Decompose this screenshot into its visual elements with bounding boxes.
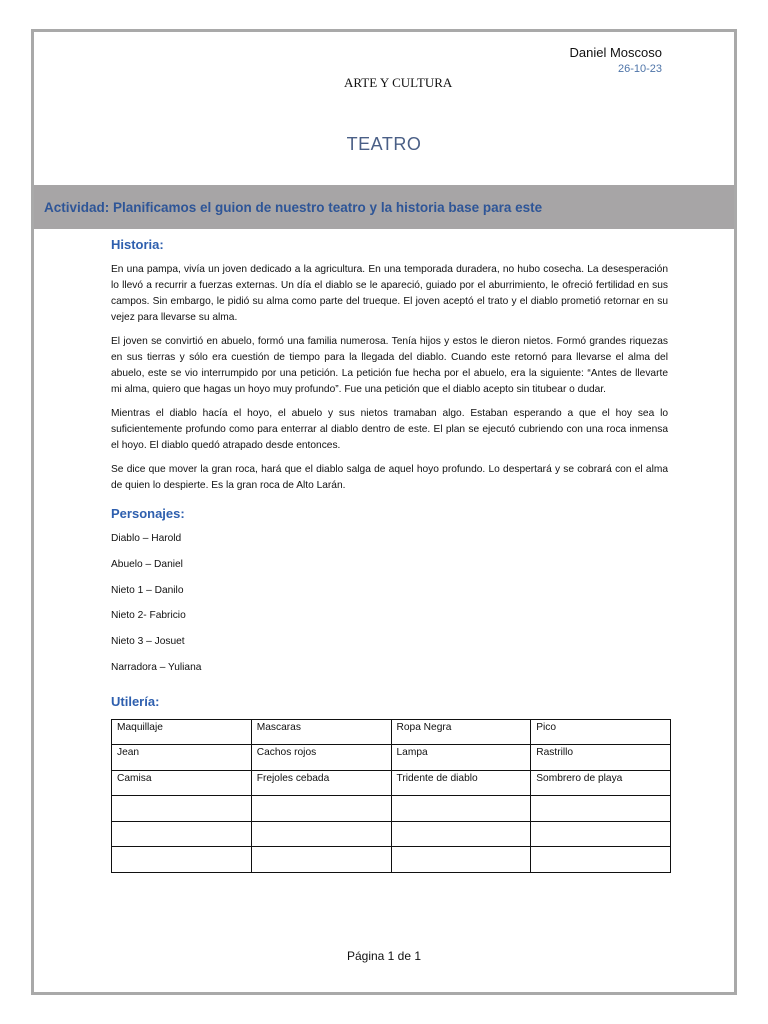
table-row xyxy=(112,745,671,771)
list-item: Diablo – Harold xyxy=(111,533,182,544)
table-row xyxy=(112,719,671,745)
list-item: Narradora – Yuliana xyxy=(111,661,202,673)
table-cell xyxy=(391,821,531,847)
character-list xyxy=(111,531,668,686)
activity-text: Actividad: Planificamos el guion de nuestro teatro y la historia base para este xyxy=(44,199,543,215)
table-cell xyxy=(251,796,391,822)
table-row xyxy=(112,770,671,796)
table-cell: Tridente de diablo xyxy=(391,770,531,796)
table-cell xyxy=(112,821,252,847)
historia-paragraph: Mientras el diablo hacía el hoyo, el abuelo y sus nietos tramaban algo. Estaban esperando a que el hoy sea lo suficientemente profundo como para enterrar al diablo dentro de este. El plan se ejecutó cubriendo con una roca inmensa el hoyo. El diablo quedó atrapado desde entonces. xyxy=(111,408,668,451)
utileria-heading: Utilería: xyxy=(111,693,160,709)
table-cell xyxy=(391,796,531,822)
table-cell: Maquillaje xyxy=(112,719,252,745)
personajes-heading: Personajes: xyxy=(111,506,185,521)
table-cell xyxy=(251,847,391,873)
page-number: Página 1 de 1 xyxy=(346,949,422,963)
table-cell xyxy=(391,847,531,873)
table-cell xyxy=(531,821,671,847)
table-cell: Mascaras xyxy=(251,719,391,745)
list-item: Nieto 3 – Josuet xyxy=(111,636,185,648)
document-body xyxy=(111,237,668,873)
table-cell xyxy=(112,796,252,822)
table-cell xyxy=(112,847,252,873)
list-item: Abuelo – Daniel xyxy=(111,558,183,570)
table-cell xyxy=(251,821,391,847)
table-row xyxy=(112,796,671,822)
table-cell: Sombrero de playa xyxy=(531,770,671,796)
table-cell: Lampa xyxy=(391,745,531,771)
historia-paragraph: El joven se convirtió en abuelo, formó una familia numerosa. Tenía hijos y estos le dieron nietos. Formó grandes riquezas en sus tierras y sólo era cuestión de tiempo para la llegada del diablo. Cuando este retornó para llevarse el alma del abuelo, este se vio interrumpido por una petición. La petición fue hecha por el abuelo, era la siguiente: “Antes de llevarte mi alma, quiero que hagas un hoyo muy profundo”. Fue una petición que el diablo acepto sin titubear o dudar. xyxy=(111,336,668,395)
list-item: Nieto 1 – Danilo xyxy=(111,584,184,596)
historia-paragraph: Se dice que mover la gran roca, hará que el diablo salga de aquel hoyo profundo. Lo despertará y se cobrará con el alma de quien lo despierte. Es la gran roca de Alto Larán. xyxy=(111,464,668,491)
props-table xyxy=(111,719,671,873)
table-cell: Rastrillo xyxy=(531,745,671,771)
activity-banner xyxy=(34,185,734,229)
historia-paragraph: En una pampa, vivía un joven dedicado a la agricultura. En una temporada duradera, no hubo cosecha. La desesperación lo llevó a recurrir a fuerzas externas. Un día el diablo se le apareció, guiado por el aburrimiento, le ofreció fertilidad en sus campos. Sin embargo, le pidió su alma como parte del trueque. El joven aceptó el trato y el diablo prometió retornar en su vejez para llevarse su alma. xyxy=(111,264,668,323)
table-cell xyxy=(531,847,671,873)
course-name: ARTE Y CULTURA xyxy=(344,75,453,90)
document-date: 26-10-23 xyxy=(617,63,662,75)
table-row xyxy=(112,847,671,873)
table-row xyxy=(112,821,671,847)
table-cell: Frejoles cebada xyxy=(251,770,391,796)
table-cell xyxy=(531,796,671,822)
page-title: TEATRO xyxy=(346,134,422,154)
table-cell: Ropa Negra xyxy=(391,719,531,745)
table-cell: Pico xyxy=(531,719,671,745)
list-item: Nieto 2- Fabricio xyxy=(111,610,186,622)
author-name: Daniel Moscoso xyxy=(569,45,662,60)
table-cell: Cachos rojos xyxy=(251,745,391,771)
historia-heading: Historia: xyxy=(111,237,164,252)
table-cell: Jean xyxy=(112,745,252,771)
table-cell: Camisa xyxy=(112,770,252,796)
document-page xyxy=(31,29,737,995)
